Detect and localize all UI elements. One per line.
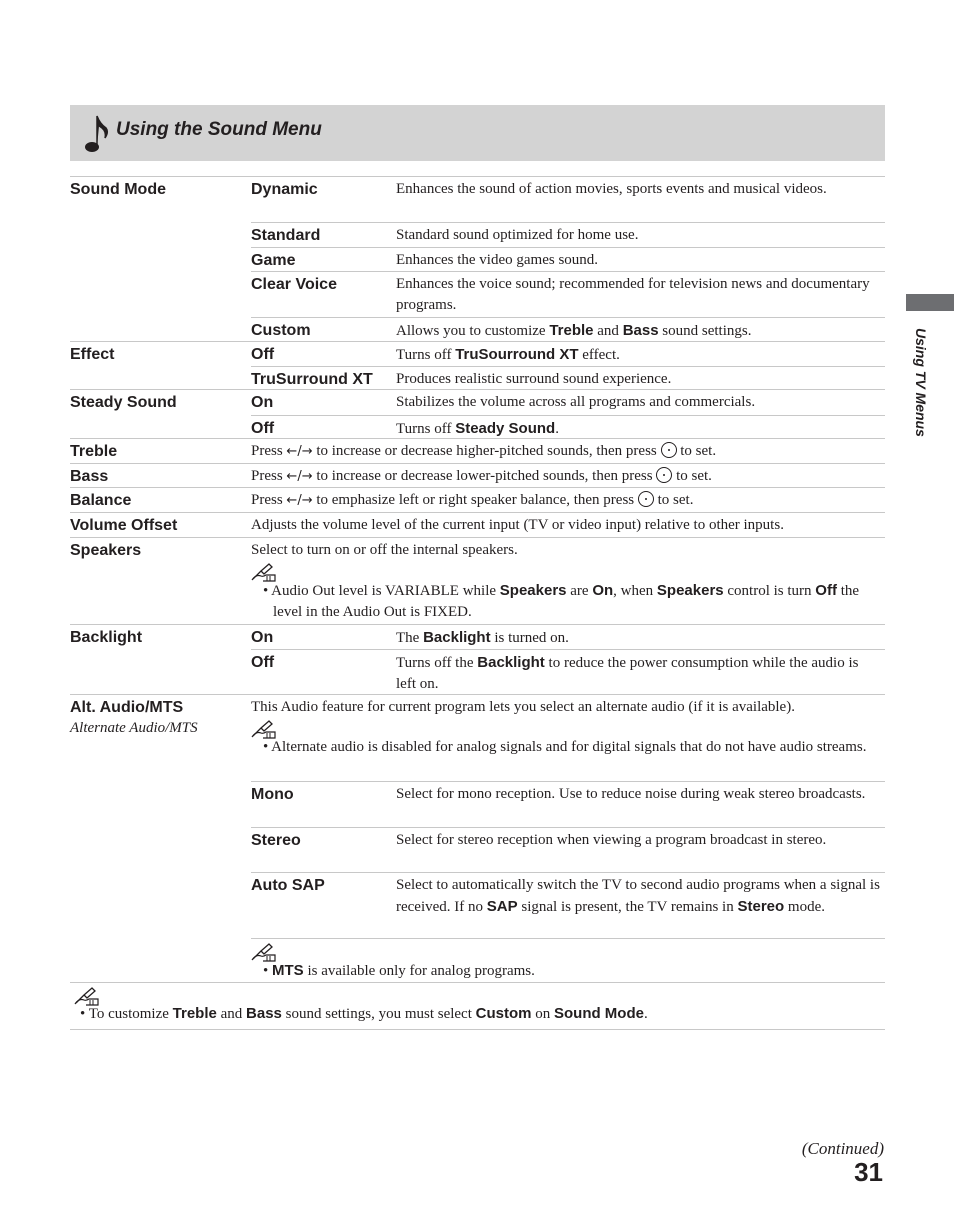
row-label: Bass — [70, 468, 109, 485]
row-label: Volume Offset — [70, 517, 178, 534]
note-icon — [251, 942, 277, 962]
option-stereo: Stereo Select for stereo reception when viewing a program broadcast in stereo. — [251, 827, 885, 872]
side-tab-marker — [906, 294, 954, 311]
option-custom: Custom Allows you to customize Treble and Bass sound settings. — [251, 317, 885, 342]
alt-audio-intro: This Audio feature for current program lets you select an alternate audio (if it is available). • Alternate audio is disabled for analog signals and for digital signals that do not have audio streams. — [251, 699, 867, 755]
option-on: On Stabilizes the volume across all programs and commercials. — [251, 394, 756, 411]
page-number: 31 — [854, 1157, 883, 1187]
row-label: Effect — [70, 346, 115, 363]
mts-footnote: • MTS is available only for analog programs. — [251, 938, 885, 984]
option-clear-voice: Clear Voice Enhances the voice sound; recommended for television news and documentary programs. — [251, 271, 885, 317]
option-trusurround-xt: TruSurround XT Produces realistic surround sound experience. — [251, 366, 885, 390]
row-label: Steady Sound — [70, 394, 177, 411]
row-balance: Balance Press ←/→ to emphasize left or right speaker balance, then press to set. — [70, 487, 885, 512]
row-treble: Treble Press ←/→ to increase or decrease higher-pitched sounds, then press to set. — [70, 438, 885, 463]
row-label: Backlight — [70, 629, 143, 646]
row-backlight — [70, 624, 885, 694]
row-label: Sound Mode — [70, 181, 166, 198]
row-steady-sound — [70, 389, 885, 438]
section-header — [70, 105, 885, 161]
row-label: Treble — [70, 443, 118, 460]
arrow-keys-icon: ←/→ — [286, 469, 313, 484]
note-icon — [251, 719, 277, 739]
music-note-icon — [84, 114, 110, 154]
row-label: Speakers — [70, 542, 142, 559]
option-off: Off Turns off TruSourround XT effect. — [251, 346, 620, 363]
side-tab-label: Using TV Menus — [913, 328, 929, 437]
sound-menu-table — [70, 176, 885, 983]
enter-button-icon — [661, 442, 677, 458]
option-off: Off Turns off Steady Sound. — [251, 415, 885, 439]
option-on: On The Backlight is turned on. — [251, 629, 569, 646]
option-game: Game Enhances the video games sound. — [251, 247, 885, 271]
arrow-keys-icon: ←/→ — [286, 493, 313, 508]
section-title: Using the Sound Menu — [116, 119, 322, 140]
row-sound-mode — [70, 176, 885, 341]
row-label: Balance — [70, 492, 132, 509]
arrow-keys-icon: ←/→ — [286, 444, 313, 459]
bottom-note: • To customize Treble and Bass sound settings, you must select Custom on Sound Mode. — [70, 984, 885, 1030]
option-off: Off Turns off the Backlight to reduce the power consumption while the audio is left on. — [251, 649, 885, 695]
row-speakers: Speakers Select to turn on or off the internal speakers. • Audio Out level is VARIABLE while Speakers are On, when Speakers control is turn Off the level in the Audio Out is FIXED. — [70, 537, 885, 624]
option-dynamic: Dynamic Enhances the sound of action movies, sports events and musical videos. — [251, 181, 827, 198]
continued-label: (Continued) — [801, 1139, 884, 1158]
note-icon — [251, 562, 277, 582]
option-standard: Standard Standard sound optimized for home use. — [251, 222, 885, 247]
row-effect — [70, 341, 885, 389]
row-sublabel: Alternate Audio/MTS — [70, 720, 198, 736]
row-alt-audio-mts — [70, 694, 885, 983]
row-label: Alt. Audio/MTS — [70, 699, 184, 716]
row-volume-offset: Volume Offset Adjusts the volume level of the current input (TV or video input) relative to other inputs. — [70, 512, 885, 537]
row-bass: Bass Press ←/→ to increase or decrease lower-pitched sounds, then press to set. — [70, 463, 885, 487]
enter-button-icon — [656, 467, 672, 483]
option-auto-sap: Auto SAP Select to automatically switch the TV to second audio programs when a signal is received. If no SAP signal is present, the TV remains in Stereo mode. — [251, 872, 885, 938]
option-mono: Mono Select for mono reception. Use to reduce noise during weak stereo broadcasts. — [251, 781, 885, 827]
enter-button-icon — [638, 491, 654, 507]
